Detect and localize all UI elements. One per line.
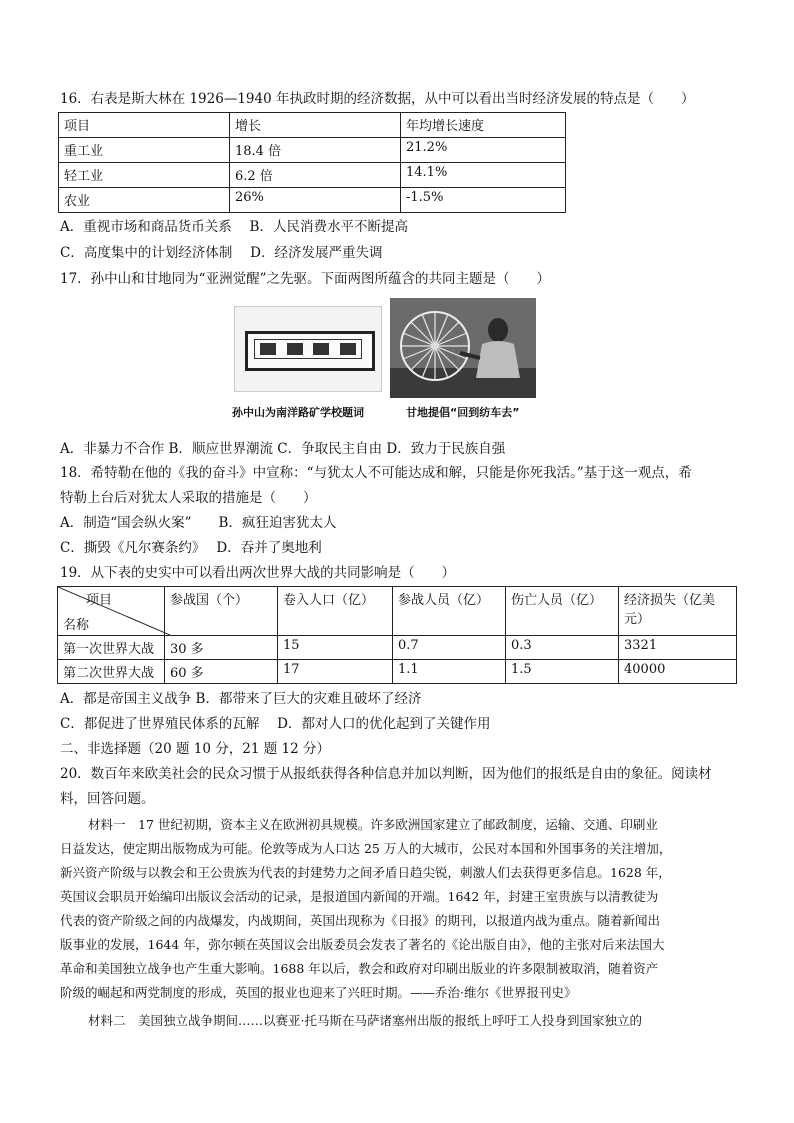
- table-header: 伤亡人员（亿）: [506, 587, 619, 636]
- table-row: [58, 660, 737, 684]
- table-corner-cell: [58, 587, 165, 636]
- material1-line: 英国议会职员开始编印出版议会活动的记录，是报道国内新闻的开端。1642 年，封建王室贵族与以清教徒为: [60, 889, 659, 904]
- material1-line: 日益发达，使定期出版物成为可能。伦敦等成为人口达 25 万人的大城市，公民对本国和外国事务的关注增加，: [60, 841, 672, 856]
- table-row: [59, 113, 566, 138]
- q20-stem-2: 料，回答问题。: [60, 791, 155, 807]
- table-header: [619, 587, 737, 636]
- section-heading: 二、非选择题（20 题 10 分，21 题 12 分）: [60, 741, 330, 757]
- q17-figure: [232, 298, 538, 426]
- table-cell: 21.2%: [401, 138, 566, 163]
- q19-table: [57, 586, 737, 684]
- material1-line: 新兴资产阶级与以教会和王公贵族为代表的封建势力之间矛盾日趋尖锐，刺激人们去获得更多信息。1628 年，: [60, 865, 671, 880]
- q16-options-1: A．重视市场和商品货币关系 B．人民消费水平不断提高: [60, 219, 408, 235]
- material1-line: 阶级的崛起和两党制度的形成，英国的报业也迎来了兴旺时期。——乔治·维尔《世界报刊史》: [60, 985, 577, 1000]
- q19-stem: 19．从下表的史实中可以看出两次世界大战的共同影响是（ ）: [60, 565, 456, 581]
- table-cell: 重工业: [59, 138, 230, 163]
- table-row: [58, 587, 737, 636]
- q16-table: [58, 112, 566, 213]
- q18-stem-2: 特勒上台后对犹太人采取的措施是（ ）: [60, 490, 317, 506]
- table-cell: 60 多: [165, 660, 278, 684]
- q19-options-1: A．都是帝国主义战争 B．都带来了巨大的灾难且破坏了经济: [60, 691, 422, 707]
- q17-options: A．非暴力不合作 B．顺应世界潮流 C．争取民主自由 D．致力于民族自强: [60, 441, 506, 457]
- table-row: [59, 188, 566, 213]
- table-cell: 农业: [59, 188, 230, 213]
- table-header: 卷入人口（亿）: [278, 587, 393, 636]
- table-cell: 30 多: [165, 636, 278, 660]
- table-cell: 1.5: [506, 660, 619, 684]
- q19-options-2: C．都促进了世界殖民体系的瓦解 D．都对人口的优化起到了关键作用: [60, 716, 491, 732]
- table-header: 增长: [230, 113, 401, 138]
- plaque-characters: [254, 339, 362, 359]
- calligraphy-plaque-image: [234, 306, 382, 392]
- table-row: [59, 138, 566, 163]
- table-cell: 26%: [230, 188, 401, 213]
- table-cell: 18.4 倍: [230, 138, 401, 163]
- material1-line: 版事业的发展，1644 年，弥尔顿在英国议会出版委员会发表了著名的《论出版自由》，他的主张对后来法国大: [60, 937, 665, 952]
- table-cell: 第一次世界大战: [58, 636, 165, 660]
- material1-line: 材料一 17 世纪初期，资本主义在欧洲初具规模。许多欧洲国家建立了邮政制度，运输、交通、印刷业: [88, 817, 658, 832]
- plaque-frame: [245, 331, 375, 371]
- table-cell: 6.2 倍: [230, 163, 401, 188]
- table-row: [58, 636, 737, 660]
- material1-line: 革命和美国独立战争也产生重大影响。1688 年以后，教会和政府对印刷出版业的许多限制被取消，随着资产: [60, 961, 659, 976]
- table-cell: 0.3: [506, 636, 619, 660]
- table-cell: 17: [278, 660, 393, 684]
- material2-line: 材料二 美国独立战争期间……以赛亚·托马斯在马萨诸塞州出版的报纸上呼吁工人投身到国家独立的: [88, 1013, 642, 1028]
- spinning-wheel-icon: [390, 298, 536, 398]
- table-cell: 轻工业: [59, 163, 230, 188]
- q18-options-2: C．撕毁《凡尔赛条约》 D．吞并了奥地利: [60, 540, 322, 556]
- table-cell: -1.5%: [401, 188, 566, 213]
- table-header: 年均增长速度: [401, 113, 566, 138]
- q18-stem-1: 18．希特勒在他的《我的奋斗》中宣称：“与犹太人不可能达成和解，只能是你死我活。”基于这一观点，希: [60, 465, 692, 481]
- q18-options-1: A．制造“国会纵火案” B．疯狂迫害犹太人: [60, 515, 337, 531]
- caption-left: 孙中山为南洋路矿学校题词: [232, 406, 364, 419]
- table-cell: 1.1: [393, 660, 506, 684]
- table-cell: 第二次世界大战: [58, 660, 165, 684]
- spinning-wheel-photo: [390, 298, 536, 398]
- table-header: 参战国（个）: [165, 587, 278, 636]
- corner-top-label: 项目: [85, 593, 112, 608]
- table-cell: 40000: [619, 660, 737, 684]
- q20-stem-1: 20．数百年来欧美社会的民众习惯于从报纸获得各种信息并加以判断，因为他们的报纸是自由的象征。阅读材: [60, 766, 712, 782]
- table-row: [59, 163, 566, 188]
- table-cell: 3321: [619, 636, 737, 660]
- material1-line: 代表的资产阶级之间的内战爆发，内战期间，英国出现称为《日报》的期刊，以报道内战为重点。随着新闻出: [60, 913, 661, 928]
- header-line-1: 经济损失（亿美: [624, 593, 716, 608]
- table-header: 参战人员（亿）: [393, 587, 506, 636]
- header-line-2: 元）: [624, 612, 651, 627]
- table-cell: 0.7: [393, 636, 506, 660]
- corner-bottom-label: 名称: [63, 618, 90, 633]
- q16-options-2: C．高度集中的计划经济体制 D．经济发展严重失调: [60, 245, 383, 261]
- table-cell: 14.1%: [401, 163, 566, 188]
- table-cell: 15: [278, 636, 393, 660]
- q16-stem: 16．右表是斯大林在 1926—1940 年执政时期的经济数据，从中可以看出当时经济发展的特点是（ ）: [60, 91, 695, 107]
- caption-right: 甘地提倡“回到纺车去”: [406, 406, 520, 419]
- q17-stem: 17．孙中山和甘地同为“亚洲觉醒”之先驱。下面两图所蕴含的共同主题是（ ）: [60, 271, 550, 287]
- table-header: 项目: [59, 113, 230, 138]
